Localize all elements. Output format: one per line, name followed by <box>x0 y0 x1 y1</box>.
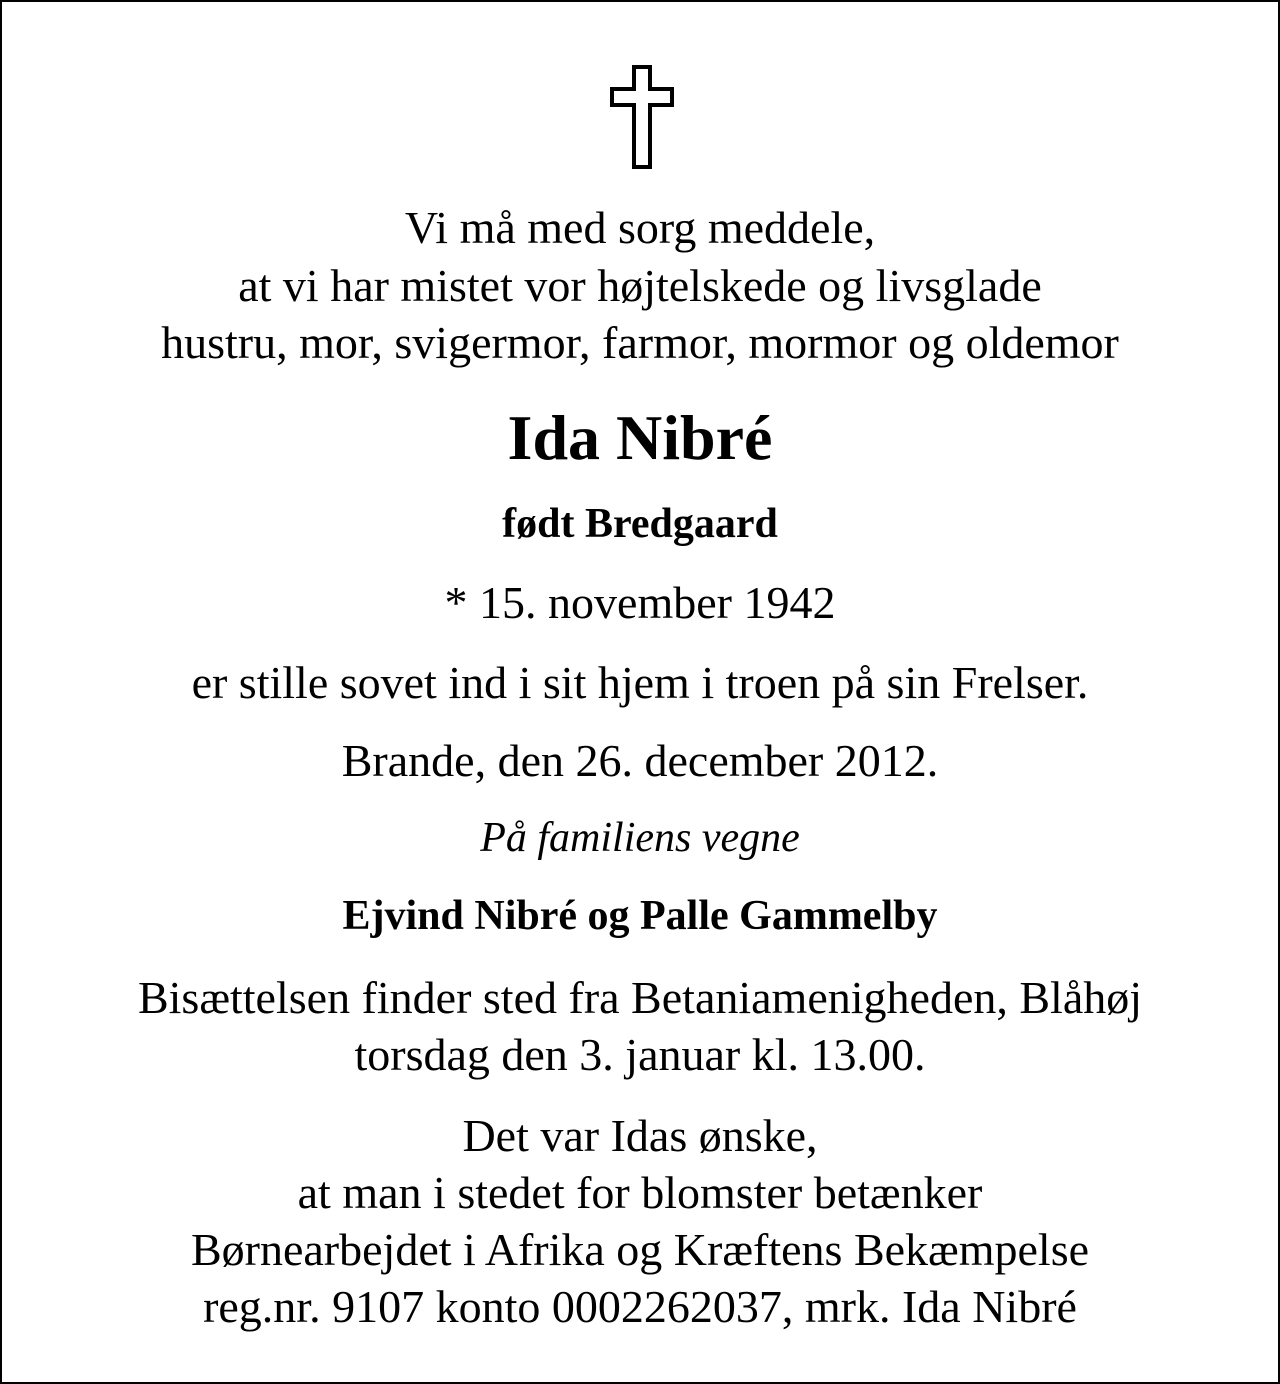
signers: Ejvind Nibré og Palle Gammelby <box>342 893 938 939</box>
intro-line-3: hustru, mor, svigermor, farmor, mormor og oldemor <box>161 317 1119 368</box>
wish-line-1: Det var Idas ønske, <box>462 1110 818 1161</box>
birth-date: * 15. november 1942 <box>444 577 836 628</box>
on-behalf: På familiens vegne <box>480 815 800 861</box>
death-statement: er stille sovet ind i sit hjem i troen på sin Frelser. <box>191 657 1089 708</box>
maiden-name: født Bredgaard <box>502 501 778 547</box>
deceased-name: Ida Nibré <box>507 402 773 473</box>
wish-line-3: Børnearbejdet i Afrika og Kræftens Bekæmpelse <box>190 1224 1090 1275</box>
place-date: Brande, den 26. december 2012. <box>341 735 939 786</box>
wish-line-4: reg.nr. 9107 konto 0002262037, mrk. Ida Nibré <box>203 1281 1077 1332</box>
cross-icon <box>610 65 674 169</box>
funeral-line-2: torsdag den 3. januar kl. 13.00. <box>354 1029 926 1080</box>
funeral-line-1: Bisættelsen finder sted fra Betaniamenigheden, Blåhøj <box>137 972 1143 1023</box>
intro-line-2: at vi har mistet vor højtelskede og livsglade <box>238 260 1042 311</box>
intro-line-1: Vi må med sorg meddele, <box>404 202 876 253</box>
wish-line-2: at man i stedet for blomster betænker <box>297 1167 983 1218</box>
